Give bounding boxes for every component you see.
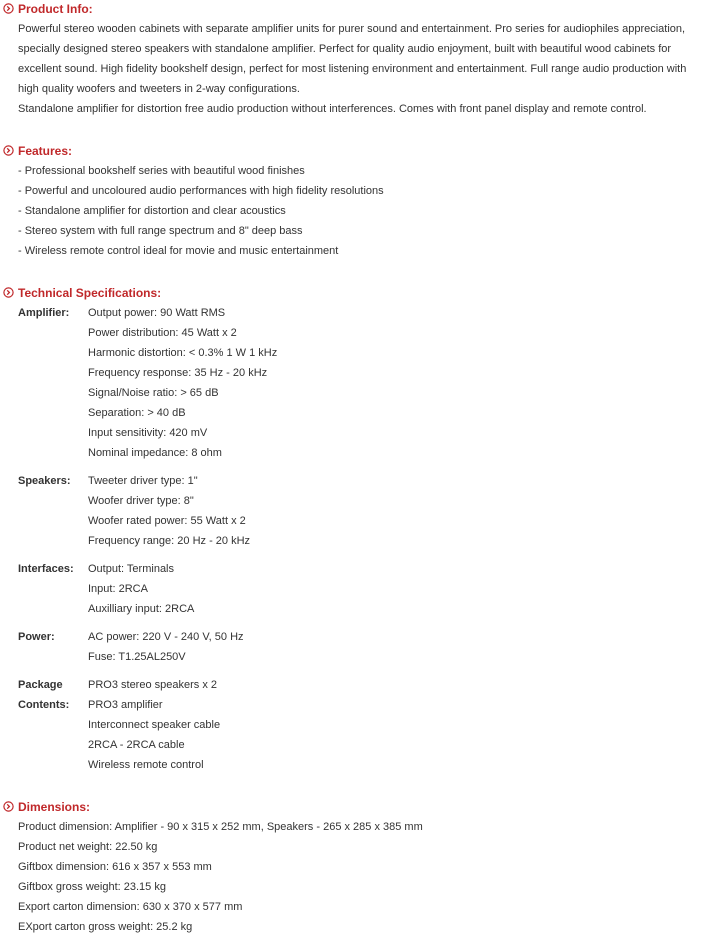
spec-value: Tweeter driver type: 1" xyxy=(88,475,198,487)
feature-item: - Wireless remote control ideal for movie and music entertainment xyxy=(18,245,339,257)
dimension-item: Giftbox dimension: 616 x 357 x 553 mm xyxy=(18,861,212,873)
spec-label-amplifier: Amplifier: xyxy=(18,307,70,319)
feature-item: - Professional bookshelf series with beautiful wood finishes xyxy=(18,165,305,177)
dimension-item: Product dimension: Amplifier - 90 x 315 x 252 mm, Speakers - 265 x 285 x 385 mm xyxy=(18,821,423,833)
spec-value: Input sensitivity: 420 mV xyxy=(88,427,208,439)
spec-value: PRO3 stereo speakers x 2 xyxy=(88,679,218,691)
spec-value: Interconnect speaker cable xyxy=(88,719,221,731)
dimensions-section xyxy=(0,799,702,815)
features-header xyxy=(0,143,702,159)
dimension-item: EXport carton gross weight: 25.2 kg xyxy=(18,921,193,933)
spec-label-speakers: Speakers: xyxy=(18,475,71,487)
spec-value: Power distribution: 45 Watt x 2 xyxy=(88,327,237,339)
circled-chevron-right-icon xyxy=(3,145,14,156)
spec-value: Harmonic distortion: < 0.3% 1 W 1 kHz xyxy=(88,347,278,359)
spec-value: PRO3 amplifier xyxy=(88,699,163,711)
spec-value: Output: Terminals xyxy=(88,563,175,575)
spec-value: Signal/Noise ratio: > 65 dB xyxy=(88,387,219,399)
spec-value: Woofer driver type: 8" xyxy=(88,495,194,507)
circled-chevron-right-icon xyxy=(3,3,14,14)
dimension-item: Product net weight: 22.50 kg xyxy=(18,841,158,853)
dimension-item: Giftbox gross weight: 23.15 kg xyxy=(18,881,166,893)
spec-value: Frequency response: 35 Hz - 20 kHz xyxy=(88,367,268,379)
product-info-paragraph: Powerful stereo wooden cabinets with separate amplifier units for purer sound and entertainment. Pro series for audiophiles appreciation, specially designed stereo speakers with standalone amplifier. Perfect for quality audio enjoyment, built with beautiful wood cabinets for excellent sound. High fidelity bookshelf design, perfect for most listening environment and entertainment. Full range audio production with high quality woofers and tweeters in 2-way configurations. xyxy=(18,23,687,95)
spec-label-contents: Contents: xyxy=(18,699,70,711)
circled-chevron-right-icon xyxy=(3,801,14,812)
spec-value: Wireless remote control xyxy=(88,759,204,771)
spec-value: Frequency range: 20 Hz - 20 kHz xyxy=(88,535,251,547)
product-info-header xyxy=(0,1,702,17)
product-info-section xyxy=(0,1,702,17)
feature-item: - Standalone amplifier for distortion and clear acoustics xyxy=(18,205,286,217)
spec-value: Auxilliary input: 2RCA xyxy=(88,603,195,615)
spec-value: AC power: 220 V - 240 V, 50 Hz xyxy=(88,631,244,643)
spec-value: Output power: 90 Watt RMS xyxy=(88,307,226,319)
feature-item: - Stereo system with full range spectrum and 8" deep bass xyxy=(18,225,303,237)
features-section xyxy=(0,143,702,159)
spec-value: Fuse: T1.25AL250V xyxy=(88,651,186,663)
spec-value: Separation: > 40 dB xyxy=(88,407,186,419)
spec-value: Nominal impedance: 8 ohm xyxy=(88,447,222,459)
product-info-title: Product Info: xyxy=(18,2,93,16)
circled-chevron-right-icon xyxy=(3,287,14,298)
dimension-item: Export carton dimension: 630 x 370 x 577 mm xyxy=(18,901,243,913)
specs-title: Technical Specifications: xyxy=(18,286,162,300)
dimensions-header xyxy=(0,799,702,815)
spec-value: Input: 2RCA xyxy=(88,583,148,595)
product-info-paragraph: Standalone amplifier for distortion free audio production without interferences. Comes with front panel display and remote control. xyxy=(18,103,647,115)
features-title: Features: xyxy=(18,144,73,158)
spec-label-package: Package xyxy=(18,679,63,691)
dimensions-title: Dimensions: xyxy=(18,800,91,814)
spec-value: 2RCA - 2RCA cable xyxy=(88,739,185,751)
spec-label-power: Power: xyxy=(18,631,55,643)
spec-label-interfaces: Interfaces: xyxy=(18,563,74,575)
feature-item: - Powerful and uncoloured audio performances with high fidelity resolutions xyxy=(18,185,384,197)
specs-header xyxy=(0,285,702,301)
spec-value: Woofer rated power: 55 Watt x 2 xyxy=(88,515,246,527)
specs-section xyxy=(0,285,702,301)
